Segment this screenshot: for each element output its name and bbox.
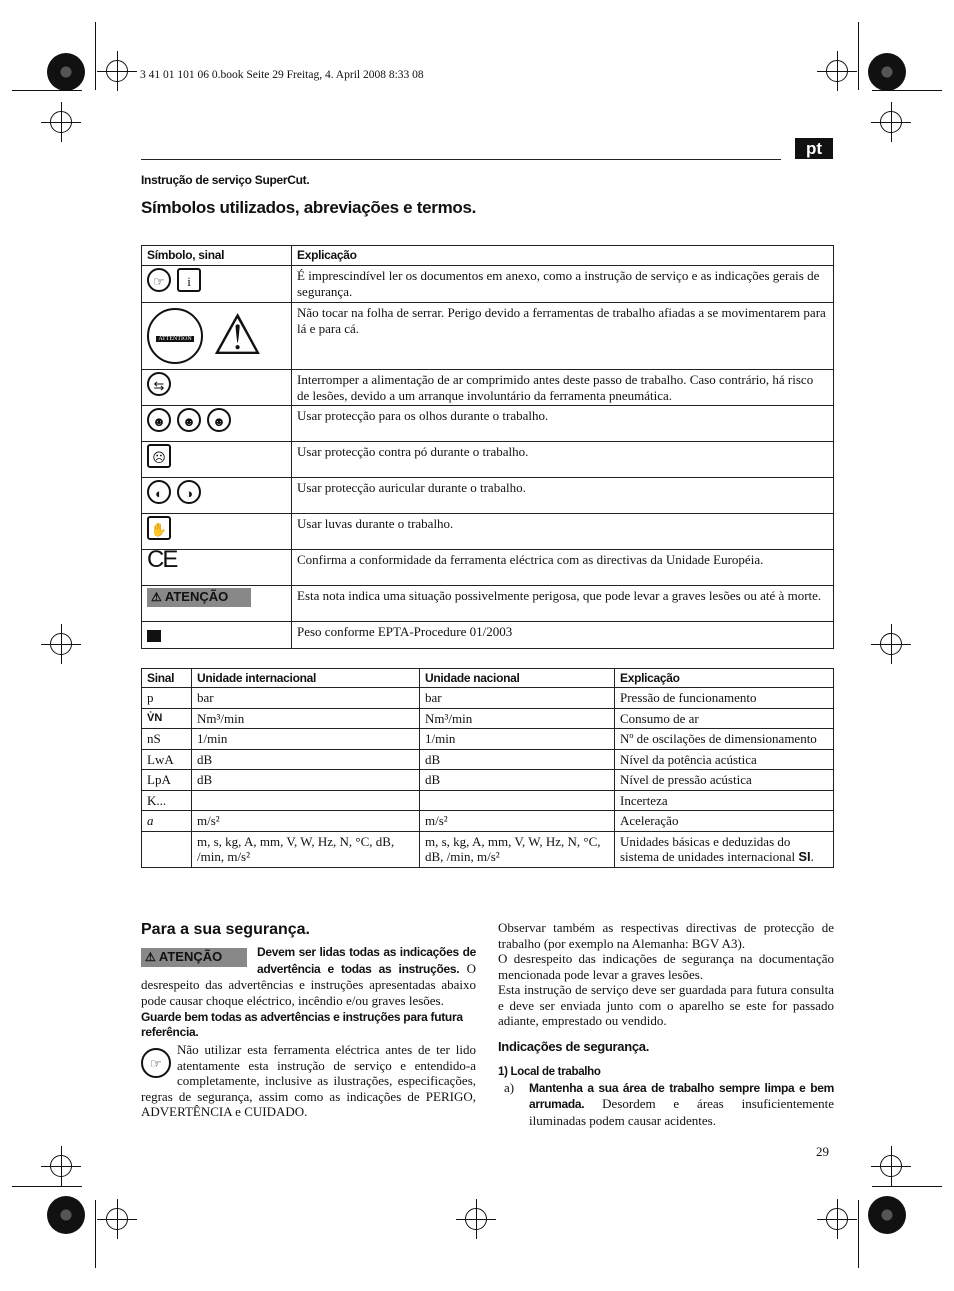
list-item: a) Mantenha a sua área de trabalho sempre limpa e bem arrumada. Desordem e áreas insuficientemente iluminadas podem causar acidentes. [504,1079,834,1128]
warning-lead: Devem ser lidas todas as indicações de advertência e todas as instruções. [257,945,476,976]
explanation-cell: Unidades básicas e deduzidas do sistema de unidades internacional SI. [615,831,834,867]
table-row [142,478,834,514]
intl-unit-cell: m/s² [192,811,420,832]
explanation-cell: Nº de oscilações de dimensionamento [615,729,834,750]
header-rule [141,159,781,160]
natl-unit-cell: Nm³/min [420,708,615,729]
explanation-cell: Incerteza [615,790,834,811]
symbol-explanation: Usar protecção contra pó durante o trabalho. [292,442,834,478]
table-row [142,831,834,867]
table-header-row [142,669,834,688]
table-row [142,550,834,586]
table-row [142,514,834,550]
warning-triangle-icon: ⚠ [151,590,162,604]
registration-mark [465,1208,487,1230]
explanation-cell: Pressão de funcionamento [615,688,834,709]
dust-mask-icon: ☹ [147,444,171,468]
table-row [142,442,834,478]
symbol-explanation: Usar luvas durante o trabalho. [292,514,834,550]
attention-blade-icon [147,308,203,364]
table-row [142,729,834,750]
ear-protection-icon: ◐ [147,480,171,504]
book-info-line: 3 41 01 101 06 0.book Seite 29 Freitag, 4. April 2008 8:33 08 [140,69,424,81]
sign-cell: LwA [142,749,192,770]
read-manual-text: Não utilizar esta ferramenta eléctrica antes de ter lido atentamente esta instrução de serviço e entendido-a completamente, inclusive as ilustrações, especificações, regras de segurança, assim como as indicações de PERIGO, ADVERTÊNCIA e CUIDADO. [141,1042,476,1119]
column-header: Símbolo, sinal [142,246,292,266]
warning-badge: ⚠ ATENÇÃO [147,588,251,607]
safety-title: Para a sua segurança. [141,921,310,938]
registration-mark [106,60,128,82]
natl-unit-cell [420,790,615,811]
explanation-cell: Nível da potência acústica [615,749,834,770]
explanation-cell: Consumo de ar [615,708,834,729]
table-row [142,406,834,442]
table-row [142,370,834,406]
symbol-explanation: Interromper a alimentação de ar comprimido antes deste passo de trabalho. Caso contrário, há risco de lesões, devido a um arranque involuntário da ferramenta pneumática. [292,370,834,406]
weight-icon [147,630,161,642]
warning-rest: O desrespeito das advertências e instruções apresentadas abaixo pode causar choque eléctrico, incêndio e/ou graves lesões. [141,960,476,1008]
attention-label: ATTENTION [158,336,192,342]
column-header: Explicação [292,246,834,266]
sign-cell: p [142,688,192,709]
registration-mark [826,60,848,82]
natl-unit-cell: m/s² [420,811,615,832]
natl-unit-cell: bar [420,688,615,709]
right-column [498,920,834,1128]
subsection-heading: 1) Local de trabalho [498,1065,601,1078]
symbol-explanation: É imprescindível ler os documentos em anexo, como a instrução de serviço e as indicações gerais de segurança. [292,266,834,303]
table-row [142,811,834,832]
doc-title: Instrução de serviço SuperCut. [141,173,310,187]
table-header-row [142,246,834,266]
sign-cell: LpA [142,770,192,791]
warning-triangle-icon: ⚠ [145,950,156,964]
explanation-cell: Aceleração [615,811,834,832]
gloves-icon: ✋ [147,516,171,540]
registration-mark [880,1155,902,1177]
symbols-table [141,245,834,649]
table-row [142,266,834,303]
intl-unit-cell: 1/min [192,729,420,750]
safety-warning-block [141,944,476,1120]
registration-mark [826,1208,848,1230]
crop-mark [858,22,859,90]
symbol-explanation: Peso conforme EPTA-Procedure 01/2003 [292,622,834,649]
sign-cell: nS [142,729,192,750]
table-row [142,749,834,770]
explanation-cell: Nível de pressão acústica [615,770,834,791]
crop-mark [12,90,82,91]
crop-mark [872,90,942,91]
registration-mark [880,633,902,655]
column-header: Explicação [615,669,834,688]
paragraph: O desrespeito das indicações de segurança na documentação mencionada pode levar a graves lesões. [498,951,834,982]
natl-unit-cell: dB [420,749,615,770]
symbol-explanation: Esta nota indica uma situação possivelmente perigosa, que pode levar a graves lesões ou até à morte. [292,586,834,622]
registration-disc [868,1196,906,1234]
intl-unit-cell [192,790,420,811]
crop-mark [858,1200,859,1268]
intl-unit-cell: bar [192,688,420,709]
helmet-icon: ☻ [177,408,201,432]
read-manual-icon: ☞ [141,1048,171,1078]
sign-cell: a [142,811,192,832]
symbol-explanation: Usar protecção auricular durante o trabalho. [292,478,834,514]
registration-mark [50,111,72,133]
ce-mark-icon: CE [147,546,177,573]
crop-mark [95,22,96,90]
si-label: SI [798,849,811,864]
symbol-explanation: Usar protecção para os olhos durante o trabalho. [292,406,834,442]
table-row [142,708,834,729]
crop-mark [12,1186,82,1187]
paragraph: Esta instrução de serviço deve ser guardada para futura consulta e deve ser enviada junto com o aparelho se este for passado adiante, emprestado ou vendido. [498,982,834,1028]
sign-cell: K... [142,790,192,811]
intl-unit-cell: dB [192,749,420,770]
column-header: Unidade internacional [192,669,420,688]
ear-protection-icon: ◑ [177,480,201,504]
registration-disc [868,53,906,91]
safety-instructions-heading: Indicações de segurança. [498,1038,650,1054]
intl-unit-cell: m, s, kg, A, mm, V, W, Hz, N, °C, dB, /min, m/s² [192,831,420,867]
book-info-icon: i [177,268,201,292]
warning-triangle-icon: ⚠ [212,305,263,367]
table-row [142,303,834,370]
paragraph: Observar também as respectivas directivas de protecção de trabalho (por exemplo na Alemanha: BGV A3). [498,920,834,951]
page-number: 29 [816,1144,829,1159]
language-badge: pt [795,138,833,159]
table-row [142,622,834,649]
registration-mark [880,111,902,133]
column-header: Sinal [142,669,192,688]
crop-mark [872,1186,942,1187]
registration-mark [50,633,72,655]
symbol-explanation: Confirma a conformidade da ferramenta eléctrica com as directivas da Unidade Européia. [292,550,834,586]
symbol-explanation: Não tocar na folha de serrar. Perigo devido a ferramentas de trabalho afiadas a se movimentarem para lá e para cá. [292,303,834,370]
registration-mark [106,1208,128,1230]
sign-cell [142,831,192,867]
air-supply-disconnect-icon: ⇆ [147,372,171,396]
column-header: Unidade nacional [420,669,615,688]
units-table [141,668,834,868]
goggles-icon: ☻ [207,408,231,432]
table-row [142,790,834,811]
sign-cell: V̇N [142,708,192,729]
table-row [142,688,834,709]
read-manual-icon: ☞ [147,268,171,292]
table-row [142,770,834,791]
keep-instructions-note: Guarde bem todas as advertências e instruções para futura referência. [141,1010,463,1039]
warning-badge: ⚠ ATENÇÃO [141,948,247,967]
natl-unit-cell: 1/min [420,729,615,750]
natl-unit-cell: m, s, kg, A, mm, V, W, Hz, N, °C, dB, /min, m/s² [420,831,615,867]
registration-mark [50,1155,72,1177]
table-row [142,586,834,622]
intl-unit-cell: dB [192,770,420,791]
section-title: Símbolos utilizados, abreviações e termos. [141,198,477,217]
natl-unit-cell: dB [420,770,615,791]
registration-disc [47,53,85,91]
crop-mark [95,1200,96,1268]
face-shield-icon: ☻ [147,408,171,432]
registration-disc [47,1196,85,1234]
intl-unit-cell: Nm³/min [192,708,420,729]
